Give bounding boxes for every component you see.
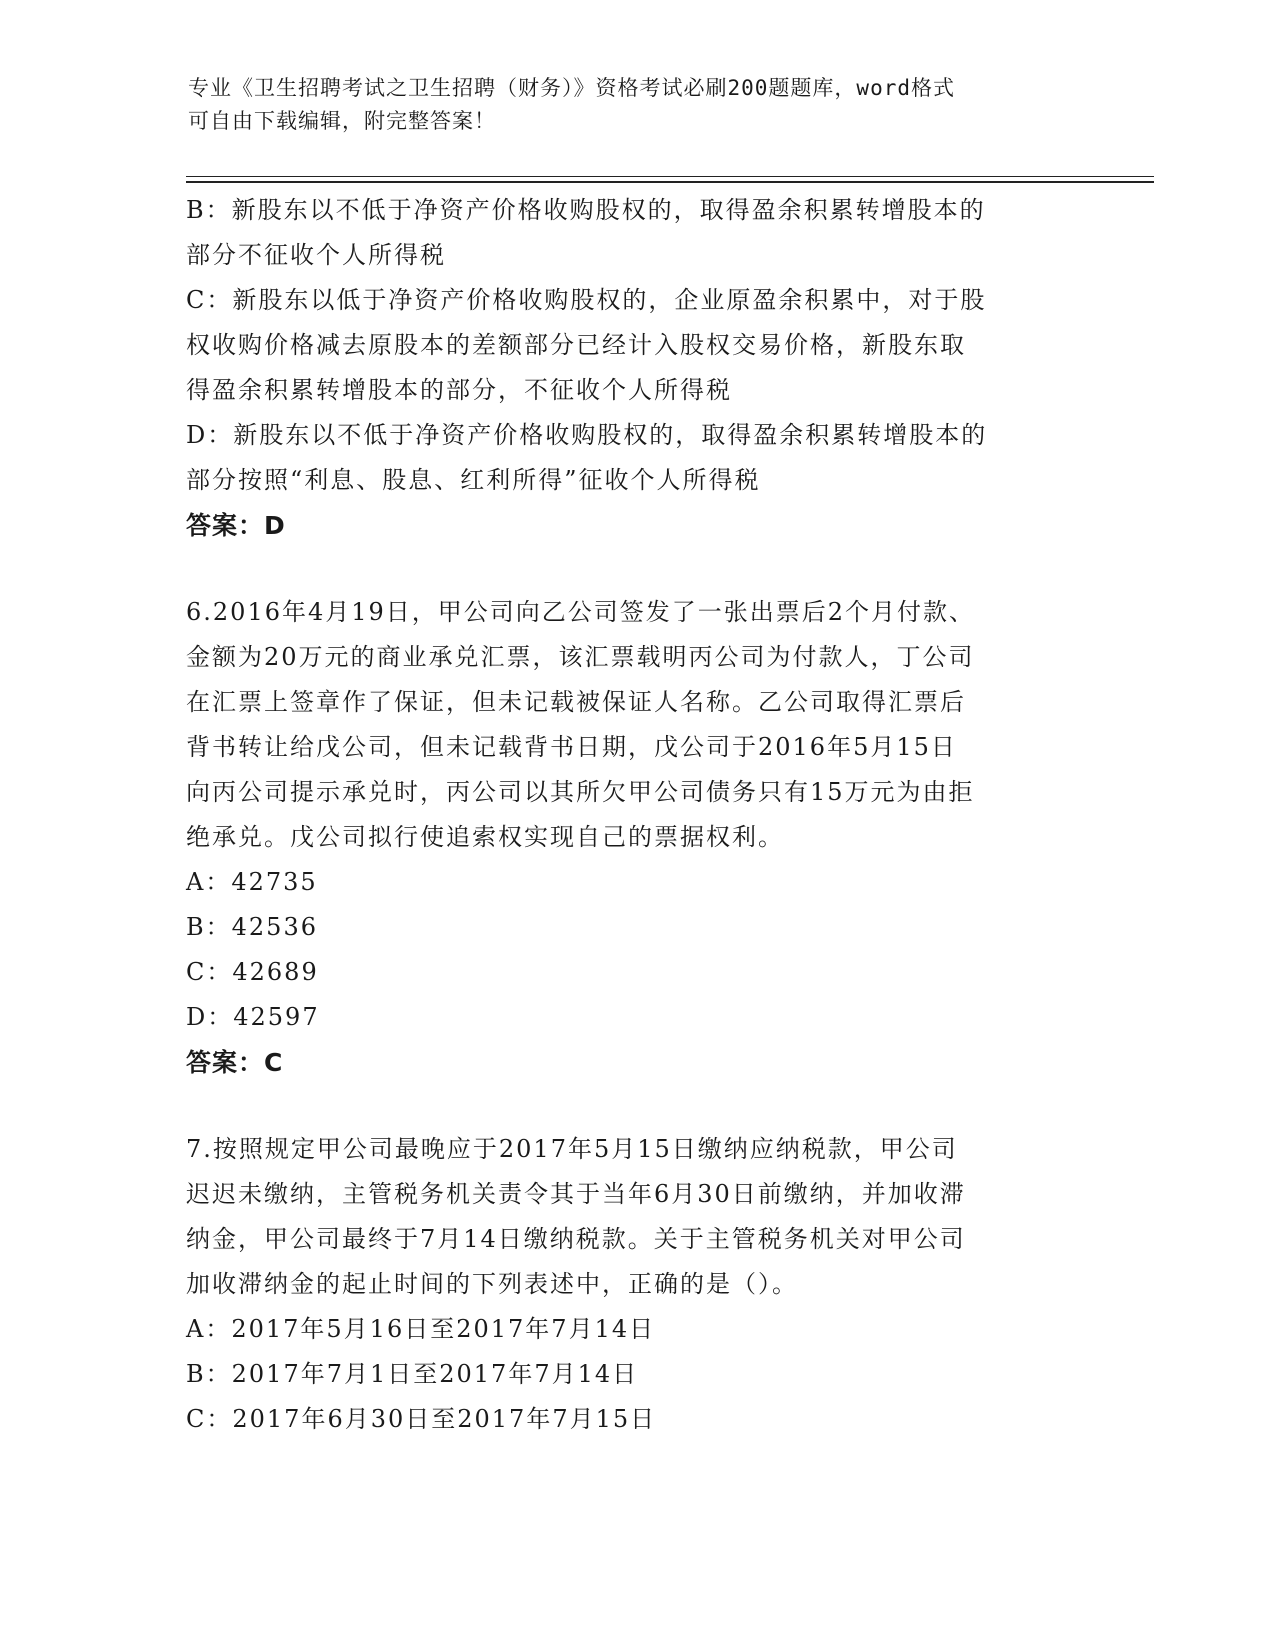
option-c: C：2017年6月30日至2017年7月15日 [186, 1405, 657, 1433]
option-b: B：42536 [186, 913, 318, 941]
text-line: 纳金，甲公司最终于7月14日缴纳税款。关于主管税务机关对甲公司 [186, 1225, 966, 1253]
question-5 [186, 188, 1086, 548]
option-c: C：42689 [186, 958, 319, 986]
text-line: 背书转让给戊公司，但未记载背书日期，戊公司于2016年5月15日 [186, 733, 957, 761]
question-7 [186, 1127, 1086, 1442]
option-d [186, 413, 1086, 503]
option-c [186, 278, 1086, 413]
header-line-2: 可自由下载编辑，附完整答案！ [188, 109, 496, 133]
text-line: 向丙公司提示承兑时，丙公司以其所欠甲公司债务只有15万元为由拒 [186, 778, 975, 806]
option-d: D：42597 [186, 1003, 320, 1031]
text-line: 迟迟未缴纳，主管税务机关责令其于当年6月30日前缴纳，并加收滞 [186, 1180, 966, 1208]
header-rule-thick [186, 181, 1154, 183]
option-a: A：2017年5月16日至2017年7月14日 [186, 1315, 656, 1343]
option-b [186, 188, 1086, 278]
document-body [186, 188, 1086, 1442]
text-line: B：新股东以不低于净资产价格收购股权的，取得盈余积累转增股本的 [186, 196, 986, 224]
answer: 答案：C [186, 1048, 284, 1077]
text-line: 在汇票上签章作了保证，但未记载被保证人名称。乙公司取得汇票后 [186, 688, 966, 716]
spacer [186, 548, 1086, 590]
text-line: 绝承兑。戊公司拟行使追索权实现自己的票据权利。 [186, 823, 784, 851]
text-line: 权收购价格减去原股本的差额部分已经计入股权交易价格，新股东取 [186, 331, 966, 359]
text-line: 7.按照规定甲公司最晚应于2017年5月15日缴纳应纳税款，甲公司 [186, 1135, 958, 1163]
page-header [188, 72, 1068, 138]
spacer [186, 1085, 1086, 1127]
question-stem [186, 590, 1086, 860]
header-rule-thin [186, 176, 1154, 177]
text-line: 金额为20万元的商业承兑汇票，该汇票载明丙公司为付款人，丁公司 [186, 643, 975, 671]
text-line: C：新股东以低于净资产价格收购股权的，企业原盈余积累中，对于股 [186, 286, 987, 314]
question-6 [186, 590, 1086, 1085]
text-line: 部分不征收个人所得税 [186, 241, 446, 269]
text-line: 得盈余积累转增股本的部分，不征收个人所得税 [186, 376, 732, 404]
question-stem [186, 1127, 1086, 1307]
answer: 答案：D [186, 511, 286, 540]
text-line: 加收滞纳金的起止时间的下列表述中，正确的是（）。 [186, 1270, 798, 1298]
option-a: A：42735 [186, 868, 318, 896]
text-line: 部分按照“利息、股息、红利所得”征收个人所得税 [186, 466, 761, 494]
header-line-1: 专业《卫生招聘考试之卫生招聘（财务）》资格考试必刷200题题库，word格式 [188, 76, 955, 100]
text-line: D：新股东以不低于净资产价格收购股权的，取得盈余积累转增股本的 [186, 421, 988, 449]
text-line: 6.2016年4月19日，甲公司向乙公司签发了一张出票后2个月付款、 [186, 598, 976, 626]
option-b: B：2017年7月1日至2017年7月14日 [186, 1360, 639, 1388]
